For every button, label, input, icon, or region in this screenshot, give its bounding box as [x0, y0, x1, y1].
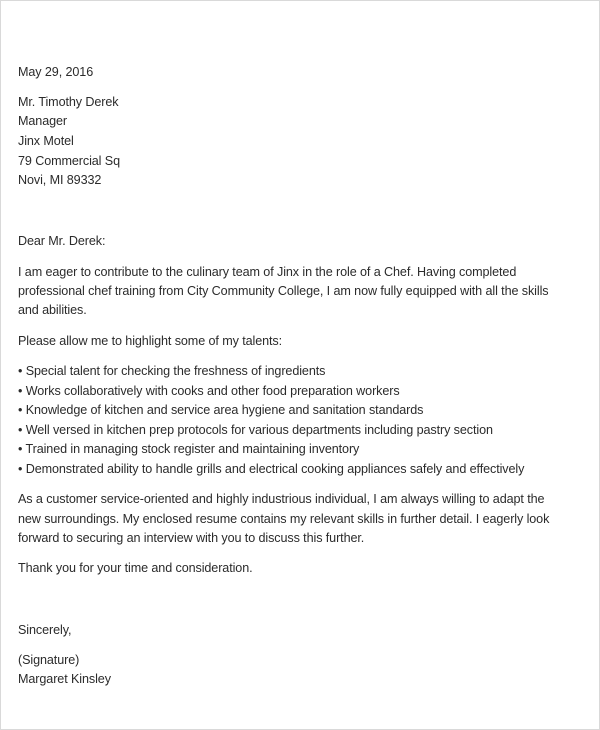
letter-date: May 29, 2016	[18, 65, 94, 79]
list-item: • Trained in managing stock register and maintaining inventory	[18, 442, 360, 456]
list-item: • Special talent for checking the freshness of ingredients	[18, 364, 326, 378]
list-item: • Demonstrated ability to handle grills and electrical cooking appliances safely and effectively	[18, 462, 525, 476]
list-item: • Well versed in kitchen prep protocols for various departments including pastry section	[18, 423, 493, 437]
signature-placeholder: (Signature)	[18, 653, 80, 667]
recipient-company: Jinx Motel	[18, 134, 74, 148]
closing-line: forward to securing an interview with you to discuss this further.	[18, 531, 365, 545]
recipient-street: 79 Commercial Sq	[18, 154, 120, 168]
thanks-line: Thank you for your time and consideration.	[18, 561, 253, 575]
recipient-title: Manager	[18, 114, 68, 128]
intro-line: professional chef training from City Community College, I am now fully equipped with all the skills	[18, 284, 549, 298]
closing-line: new surroundings. My enclosed resume contains my relevant skills in further detail. I eagerly look	[18, 512, 550, 526]
intro-line: and abilities.	[18, 303, 87, 317]
recipient-city: Novi, MI 89332	[18, 173, 102, 187]
list-item: • Knowledge of kitchen and service area hygiene and sanitation standards	[18, 403, 424, 417]
salutation: Dear Mr. Derek:	[18, 234, 106, 248]
talents-intro: Please allow me to highlight some of my talents:	[18, 334, 282, 348]
signoff: Sincerely,	[18, 623, 72, 637]
sender-name: Margaret Kinsley	[18, 672, 111, 686]
list-item: • Works collaboratively with cooks and other food preparation workers	[18, 384, 400, 398]
intro-line: I am eager to contribute to the culinary team of Jinx in the role of a Chef. Having completed	[18, 265, 517, 279]
recipient-name: Mr. Timothy Derek	[18, 95, 119, 109]
closing-line: As a customer service-oriented and highly industrious individual, I am always willing to adapt the	[18, 492, 545, 506]
